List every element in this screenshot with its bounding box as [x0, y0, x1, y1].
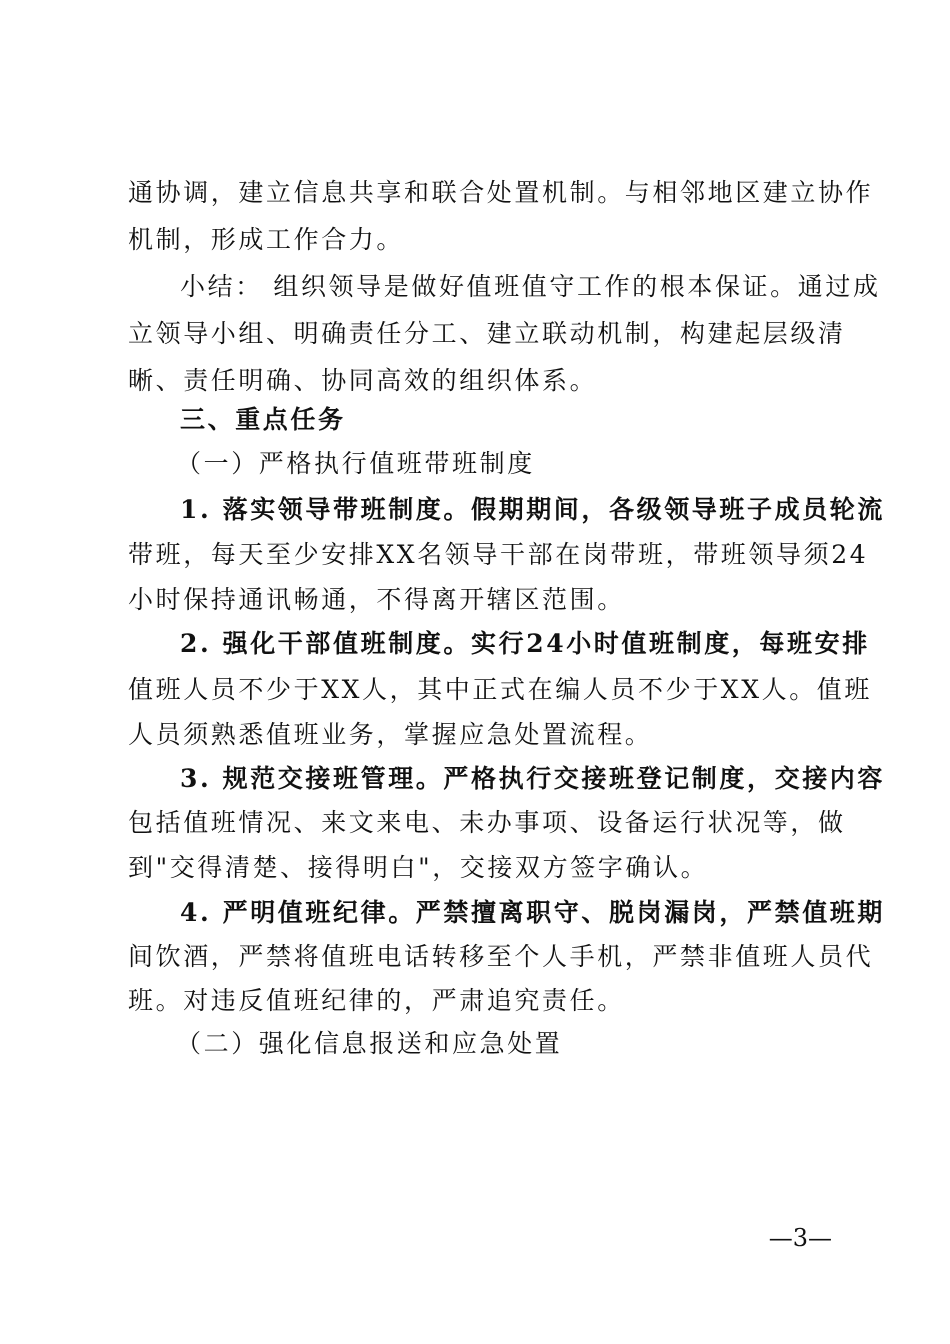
list-item-line: [180, 893, 885, 933]
item-text: 2. 强化干部值班制度。实行24小时值班制度，每班安排: [180, 629, 870, 658]
list-item-line: 间饮酒，严禁将值班电话转移至个人手机，严禁非值班人员代: [128, 942, 874, 971]
paragraph-line: 机制，形成工作合力。: [128, 225, 405, 254]
item-text: 3. 规范交接班管理。严格执行交接班登记制度，交接内容: [180, 764, 886, 793]
subsection-title: （一）严格执行值班带班制度: [176, 449, 535, 478]
summary-line: 小结： 组织领导是做好值班值守工作的根本保证。通过成: [180, 272, 881, 301]
list-item-line: 到"交得清楚、接得明白"，交接双方签字确认。: [128, 853, 709, 882]
item-text: 1. 落实领导带班制度。假期期间，各级领导班子成员轮流: [180, 495, 886, 524]
list-item-line: 带班，每天至少安排XX名领导干部在岗带班，带班领导须24: [128, 540, 869, 569]
list-item-line: 值班人员不少于XX人，其中正式在编人员不少于XX人。值班: [128, 675, 872, 704]
list-item-line: 小时保持通讯畅通，不得离开辖区范围。: [128, 585, 625, 614]
list-item-line: 班。对违反值班纪律的，严肃追究责任。: [128, 986, 625, 1015]
list-item-line: 人员须熟悉值班业务，掌握应急处置流程。: [128, 720, 653, 749]
page-number: —3—: [768, 1224, 832, 1252]
list-item-line: [180, 759, 885, 799]
summary-line: 晰、责任明确、协同高效的组织体系。: [128, 366, 598, 395]
section-title: 三、重点任务: [180, 405, 346, 434]
list-item-line: 包括值班情况、来文来电、未办事项、设备运行状况等，做: [128, 808, 846, 837]
paragraph-line: 通协调，建立信息共享和联合处置机制。与相邻地区建立协作: [128, 178, 874, 207]
item-text: 4. 严明值班纪律。严禁擅离职守、脱岗漏岗，严禁值班期: [180, 898, 886, 927]
summary-line: 立领导小组、明确责任分工、建立联动机制，构建起层级清: [128, 319, 846, 348]
subsection-title: （二）强化信息报送和应急处置: [176, 1029, 563, 1058]
list-item-line: [180, 490, 885, 530]
list-item-line: [180, 624, 870, 664]
